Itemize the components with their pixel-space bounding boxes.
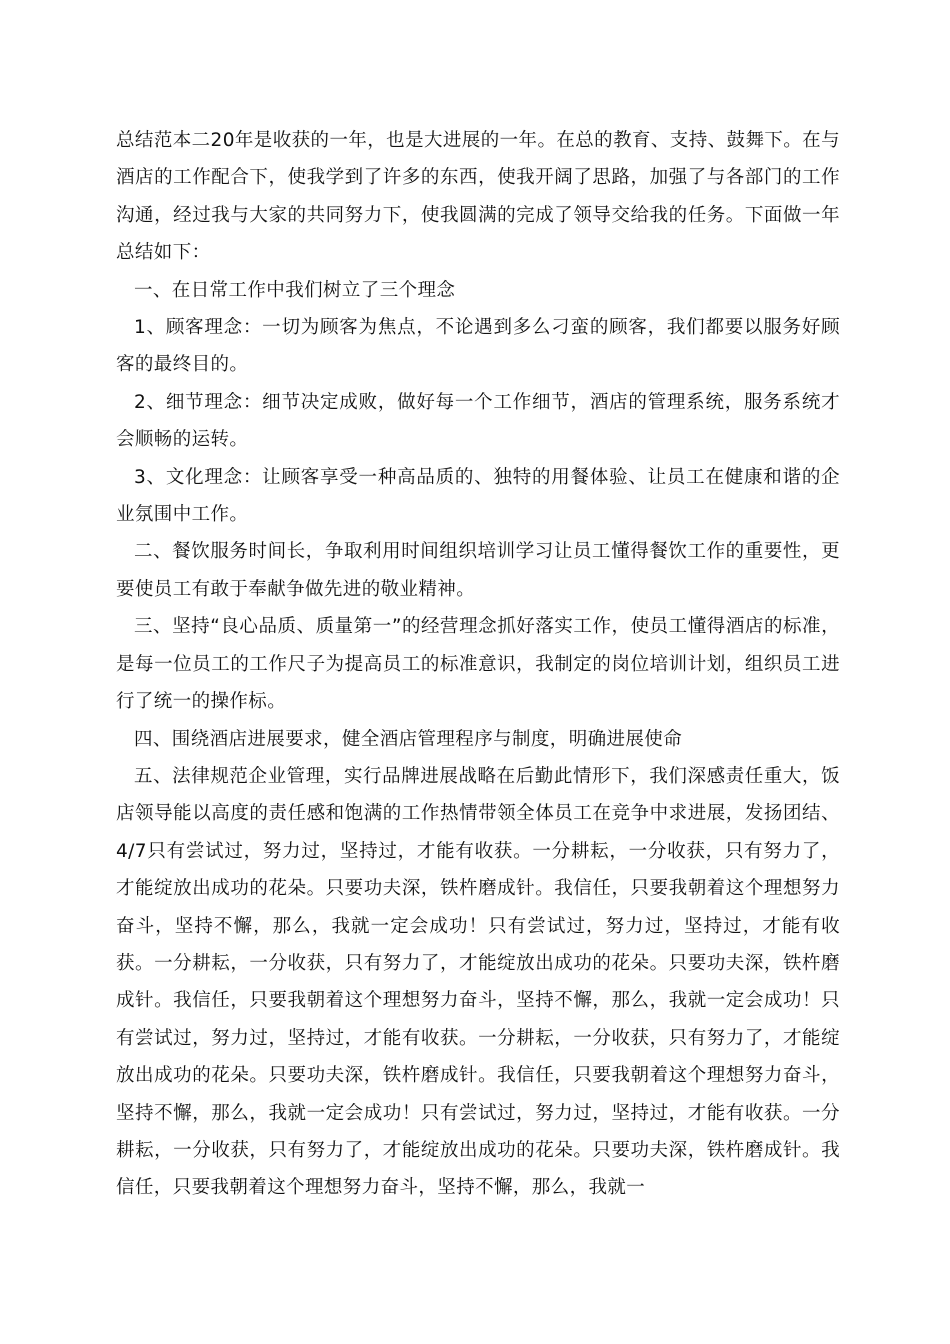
section-paragraph-2: 二、餐饮服务时间长，争取利用时间组织培训学习让员工懂得餐饮工作的重要性，更要使员工有敢于奉献争做先进的敬业精神。 (116, 541, 840, 600)
section-heading-1: 一、在日常工作中我们树立了三个理念 (134, 279, 456, 301)
concept-paragraph-culture: 3、文化理念：让顾客享受一种高品质的、独特的用餐体验、让员工在健康和谐的企业氛围中工作。 (116, 466, 840, 526)
section-paragraph-3: 三、坚持“良心品质、质量第一”的经营理念抓好落实工作，使员工懂得酒店的标准，是每一位员工的工作尺子为提高员工的标准意识，我制定的岗位培训计划，组织员工进行了统一的操作标。 (116, 616, 840, 713)
section-paragraph-4: 四、围绕酒店进展要求，健全酒店管理程序与制度，明确进展使命 (134, 728, 683, 750)
intro-paragraph: 总结范本二20年是收获的一年，也是大进展的一年。在总的教育、支持、鼓舞下。在与酒店的工作配合下，使我学到了许多的东西，使我开阔了思路，加强了与各部门的工作沟通，经过我与大家的共同努力下，使我圆满的完成了领导交给我的任务。下面做一年总结如下： (116, 130, 840, 264)
section-paragraph-5: 五、法律规范企业管理，实行品牌进展战略在后勤此情形下，我们深感责任重大，饭店领导能以高度的责任感和饱满的工作热情带领全体员工在竞争中求进展，发扬团结、4/7只有尝试过，努力过，坚持过，才能有收获。一分耕耘，一分收获，只有努力了，才能绽放出成功的花朵。只要功夫深，铁杵磨成针。我信任，只要我朝着这个理想努力奋斗，坚持不懈，那么，我就一定会成功！只有尝试过，努力过，坚持过，才能有收获。一分耕耘，一分收获，只有努力了，才能绽放出成功的花朵。只要功夫深，铁杵磨成针。我信任，只要我朝着这个理想努力奋斗，坚持不懈，那么，我就一定会成功！只有尝试过，努力过，坚持过，才能有收获。一分耕耘，一分收获，只有努力了，才能绽放出成功的花朵。只要功夫深，铁杵磨成针。我信任，只要我朝着这个理想努力奋斗，坚持不懈，那么，我就一定会成功！只有尝试过，努力过，坚持过，才能有收获。一分耕耘，一分收获，只有努力了，才能绽放出成功的花朵。只要功夫深，铁杵磨成针。我信任，只要我朝着这个理想努力奋斗，坚持不懈，那么，我就一 (116, 765, 840, 1199)
concept-paragraph-detail: 2、细节理念：细节决定成败，做好每一个工作细节，酒店的管理系统，服务系统才会顺畅的运转。 (116, 391, 840, 451)
document-body (116, 122, 840, 1207)
concept-paragraph-customer: 1、顾客理念：一切为顾客为焦点，不论遇到多么刁蛮的顾客，我们都要以服务好顾客的最终目的。 (116, 317, 840, 376)
